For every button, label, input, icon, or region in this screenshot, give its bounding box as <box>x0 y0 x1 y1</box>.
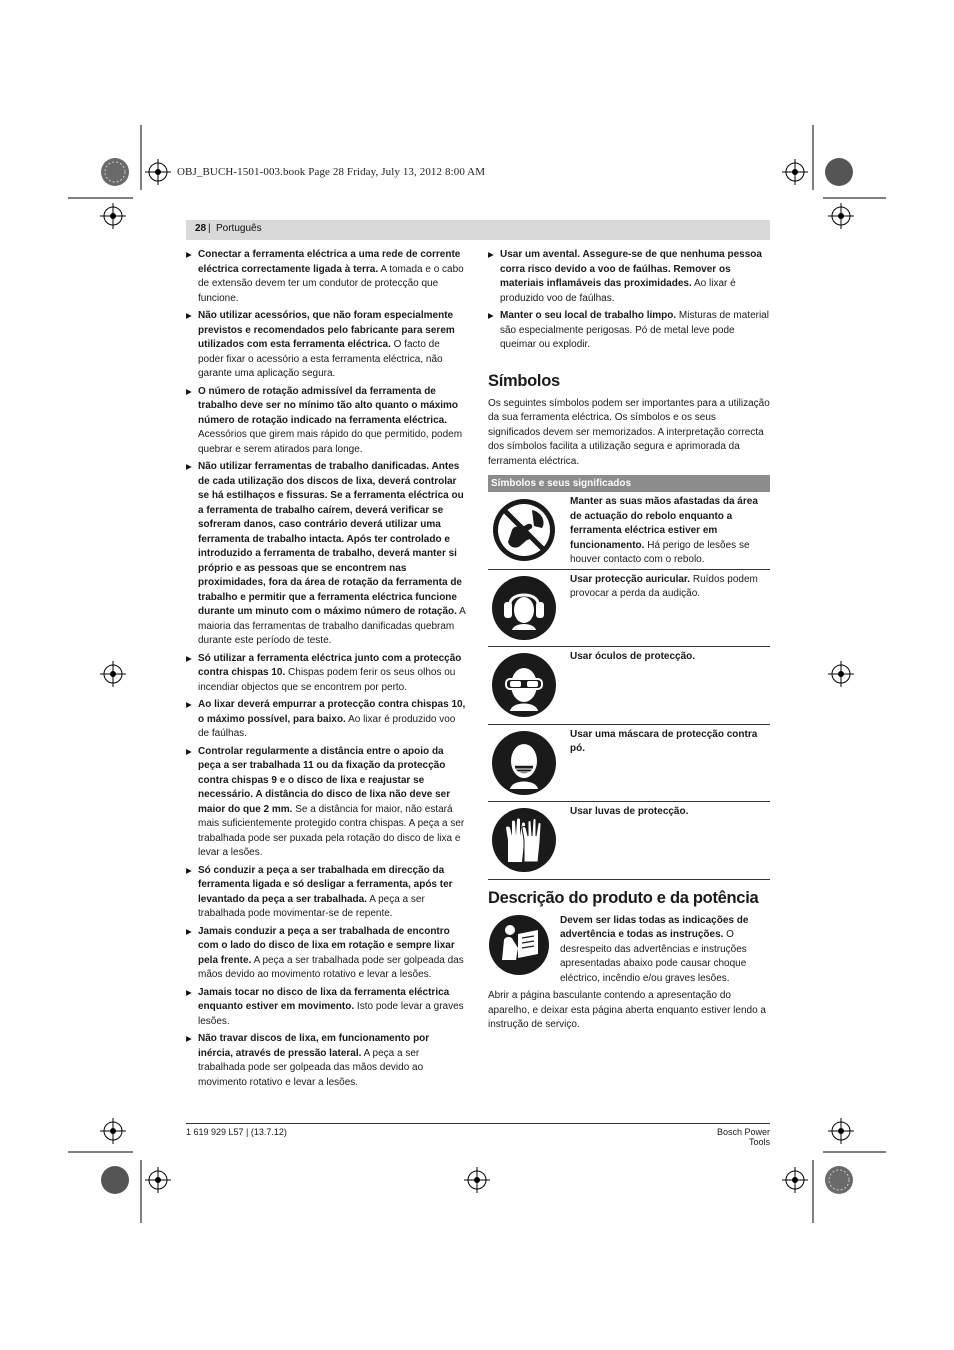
bullet-item: ▶ Manter o seu local de trabalho limpo. Misturas de material são especialmente perigosas. Pó de metal leve pode queimar ou explodir. <box>488 309 770 353</box>
read-manual-icon <box>488 914 560 987</box>
symbol-row: Usar óculos de protecção. <box>488 647 770 725</box>
symbol-row: Usar luvas de protecção. <box>488 802 770 880</box>
right-column <box>488 248 770 1033</box>
no-hand-icon <box>488 492 570 569</box>
product-paragraph: Abrir a página basculante contendo a apresentação do aparelho, e deixar esta página aberta enquanto estiver lendo a instrução de serviço. <box>488 990 766 1030</box>
eye-protection-icon <box>488 647 570 724</box>
footer-brand: Bosch Power Tools <box>716 1127 770 1147</box>
page-header <box>186 220 770 240</box>
bullet-item: ▶ Ao lixar deverá empurrar a protecção contra chispas 10, o máximo possível, para baixo. Ao lixar é produzido voo de faúlhas. <box>186 698 466 742</box>
ear-protection-icon <box>488 570 570 647</box>
bullet-item: ▶ Jamais tocar no disco de lixa da ferramenta eléctrica enquanto estiver em movimento. Isto pode levar a graves lesões. <box>186 986 466 1030</box>
footer-rule <box>186 1123 770 1124</box>
symbol-row: Usar protecção auricular. Ruídos podem provocar a perda da audição. <box>488 570 770 648</box>
book-info-line: OBJ_BUCH-1501-003.book Page 28 Friday, July 13, 2012 8:00 AM <box>177 166 486 178</box>
bullet-item: ▶ Usar um avental. Assegure-se de que nenhuma pessoa corra risco devido a voo de faúlhas. Remover os materiais inflamáveis das proximidades. Ao lixar é produzido voo de faúlhas. <box>488 248 770 306</box>
footer-doc-number: 1 619 929 L57 | (13.7.12) <box>186 1127 287 1137</box>
dust-mask-icon <box>488 725 570 802</box>
symbols-table-header: Símbolos e seus significados <box>488 475 770 492</box>
left-column <box>186 248 466 1093</box>
bullet-item: ▶ Não travar discos de lixa, em funcionamento por inércia, através de pressão lateral. A peça a ser trabalhada pode ser golpeada das mãos devido ao movimento rotativo e levar a lesões. <box>186 1032 466 1090</box>
read-manual-warning: Devem ser lidas todas as indicações de advertência e todas as instruções. O desrespeito das advertências e instruções apresentadas abaixo pode causar choque eléctrico, incêndio e/ou graves lesões. <box>488 914 770 987</box>
symbols-heading: Símbolos <box>488 371 560 390</box>
bullet-item: ▶ Só utilizar a ferramenta eléctrica junto com a protecção contra chispas 10. Chispas podem ferir os seus olhos ou incendiar objectos que se encontrem por perto. <box>186 652 466 696</box>
bullet-item: ▶ Controlar regularmente a distância entre o apoio da peça a ser trabalhada 11 ou da fixação da protecção contra chispas 9 e o disco de lixa e reajustar se necessário. A distância do disco de lixa não deve ser maior do que 2 mm. Se a distância for maior, não estará mais suficientemente protegido contra chispas. A peça a ser trabalhada pode ser puxada pela rotação do disco de lixa e levar a lesões. <box>186 745 466 861</box>
symbol-row: Usar uma máscara de protecção contra pó. <box>488 725 770 803</box>
symbol-row: Manter as suas mãos afastadas da área de actuação do rebolo enquanto a ferramenta eléctrica estiver em funcionamento. Há perigo de lesões se houver contacto com o rebolo. <box>488 492 770 570</box>
symbols-intro: Os seguintes símbolos podem ser importantes para a utilização da sua ferramenta eléctrica. Os símbolos e os seus significados devem ser memorizados. A interpretação correcta dos símbolos facilita a utilização segura e aprimorada da ferramenta eléctrica. <box>488 397 770 467</box>
gloves-icon <box>488 802 570 879</box>
header-language: Português <box>216 223 262 234</box>
symbols-table <box>488 475 770 880</box>
bullet-item: ▶ Só conduzir a peça a ser trabalhada em direcção da ferramenta ligada e só desligar a ferramenta, após ter levantado da peça a ser trabalhada. A peça a ser trabalhada pode movimentar-se de repente. <box>186 864 466 922</box>
header-separator: | <box>208 223 211 234</box>
bullet-item: ▶ Não utilizar ferramentas de trabalho danificadas. Antes de cada utilização dos discos de lixa, deverá controlar se há estilhaços e fissuras. Se a ferramenta eléctrica ou a ferramenta de trabalho caírem, deverá verificar se sofreram danos, caso contrário deverá utilizar uma ferramenta de trabalho intacta. Após ter controlado e introduzido a ferramenta de trabalho, deverá manter si próprio e as pessoas que se encontrem nas proximidades, fora da área de rotação da ferramenta de trabalho e permitir que a ferramenta eléctrica funcione durante um minuto com o máximo número de rotação. A maioria das ferramentas de trabalho danificadas quebram durante este período de teste. <box>186 460 466 649</box>
product-heading: Descrição do produto e da potência <box>488 888 759 907</box>
page-number: 28 <box>195 223 207 234</box>
bullet-item: ▶ Conectar a ferramenta eléctrica a uma rede de corrente eléctrica correctamente ligada à terra. A tomada e o cabo de extensão devem ter um condutor de protecção que funcione. <box>186 248 466 306</box>
bullet-item: ▶ O número de rotação admissível da ferramenta de trabalho deve ser no mínimo tão alto quanto o máximo número de rotação indicado na ferramenta eléctrica. Acessórios que girem mais rápido do que permitido, podem quebrar e serem atirados para longe. <box>186 385 466 458</box>
bullet-item: ▶ Não utilizar acessórios, que não foram especialmente previstos e recomendados pelo fabricante para serem utilizados com esta ferramenta eléctrica. O facto de poder fixar o acessório a esta ferramenta eléctrica, não garante uma aplicação segura. <box>186 309 466 382</box>
bullet-item: ▶ Jamais conduzir a peça a ser trabalhada de encontro com o lado do disco de lixa em rotação e sempre lixar pela frente. A peça a ser trabalhada pode ser golpeada das mãos devido ao movimento rotativo e levar a lesões. <box>186 925 466 983</box>
